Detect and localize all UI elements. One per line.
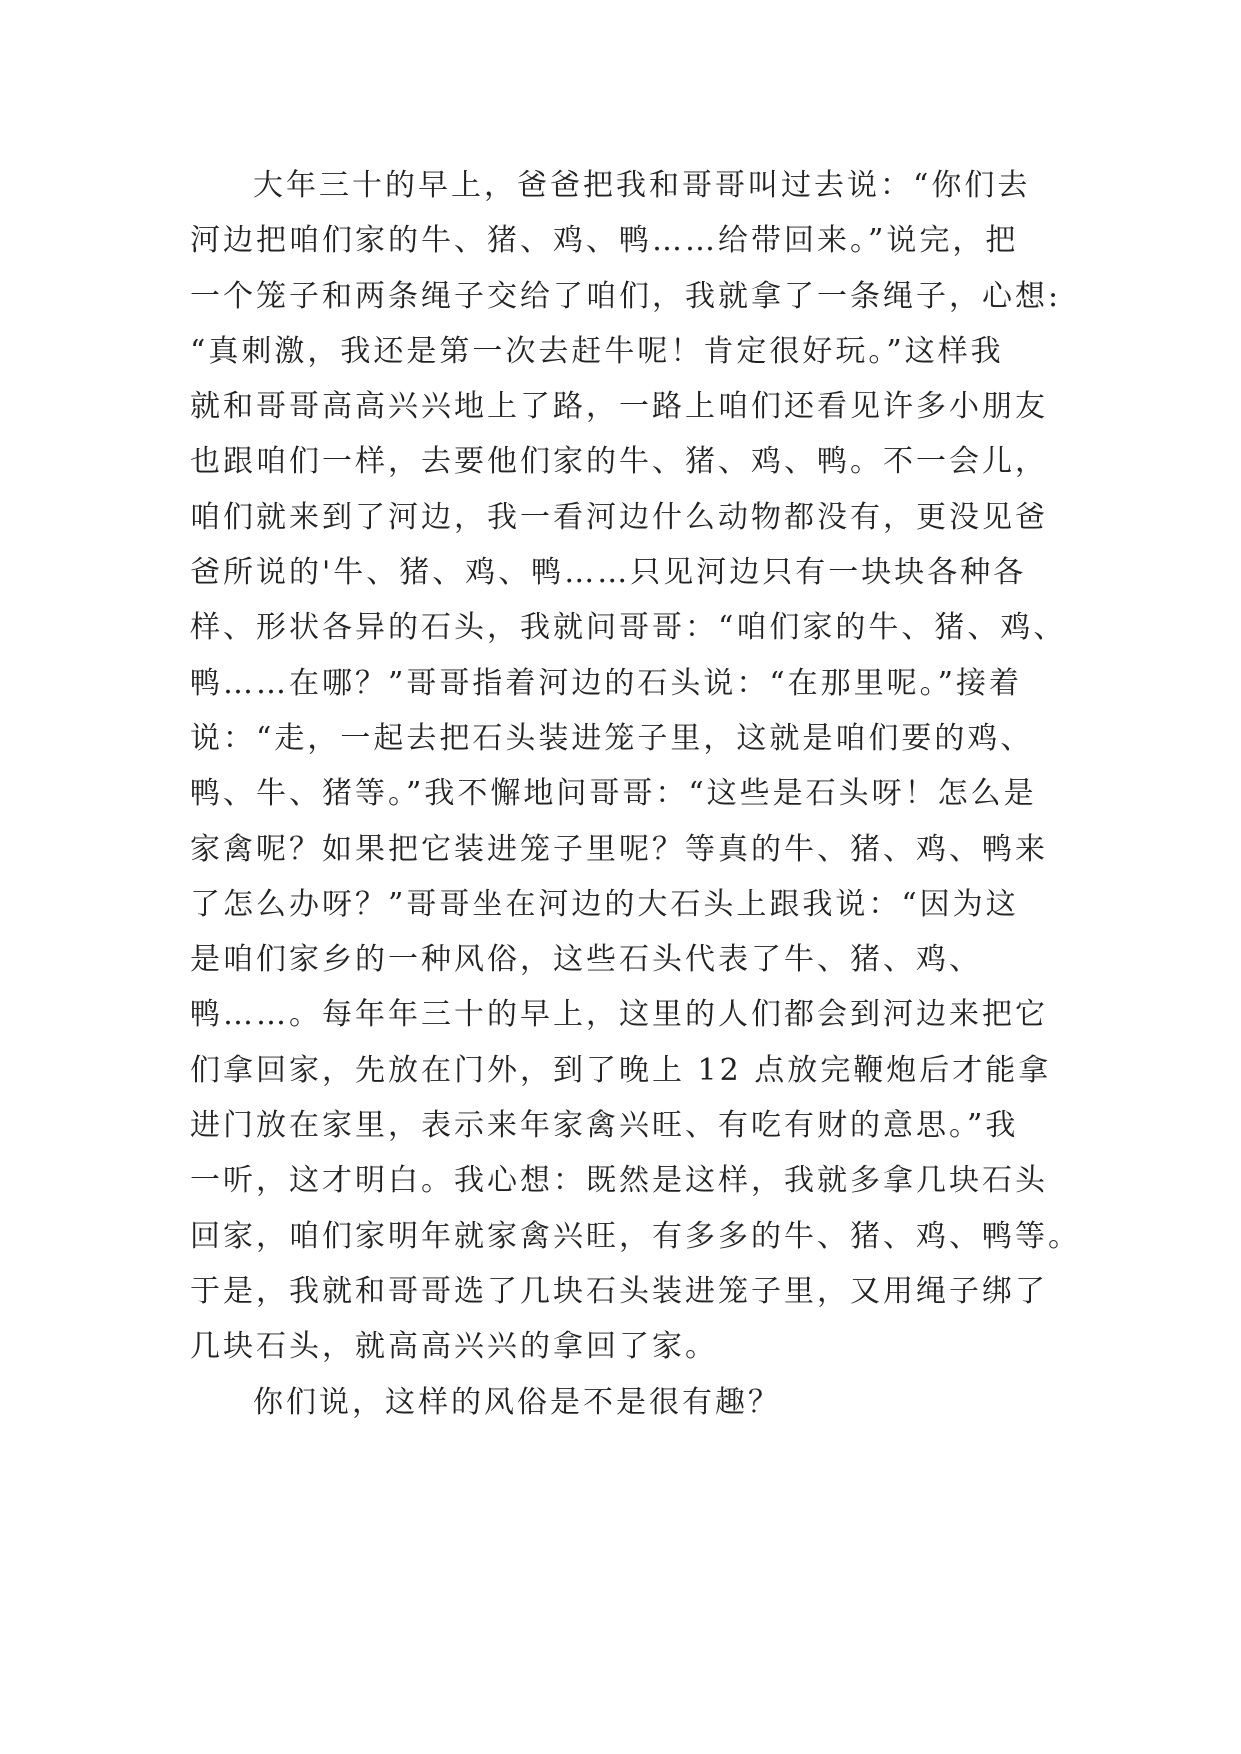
text-line: 河边把咱们家的牛、猪、鸡、鸭……给带回来。”说完，把 — [190, 223, 1019, 259]
text-line: 于是，我就和哥哥选了几块石头装进笼子里，又用绳子绑了 — [190, 1273, 1048, 1309]
text-line: 鸭、牛、猪等。”我不懈地问哥哥：“这些是石头呀！怎么是 — [190, 776, 1037, 812]
text-line: 说：“走，一起去把石头装进笼子里，这就是咱们要的鸡、 — [190, 720, 1034, 756]
text-line: 也跟咱们一样，去要他们家的牛、猪、鸡、鸭。不一会儿， — [190, 444, 1048, 480]
text-line: 们拿回家，先放在门外，到了晚上 12 点放完鞭炮后才能拿 — [190, 1052, 1052, 1088]
text-line: 几块石头，就高高兴兴的拿回了家。 — [190, 1329, 718, 1365]
text-line: 一听，这才明白。我心想：既然是这样，我就多拿几块石头 — [190, 1163, 1048, 1199]
closing-line: 你们说，这样的风俗是不是很有趣？ — [253, 1384, 781, 1420]
text-line: 进门放在家里，表示来年家禽兴旺、有吃有财的意思。”我 — [190, 1108, 1019, 1144]
text-line: 鸭……。每年年三十的早上，这里的人们都会到河边来把它 — [190, 997, 1048, 1033]
text-line: 鸭……在哪？”哥哥指着河边的石头说：“在那里呢。”接着 — [190, 665, 1023, 701]
text-line: 就和哥哥高高兴兴地上了路，一路上咱们还看见许多小朋友 — [190, 389, 1048, 425]
text-line: 样、形状各异的石头，我就问哥哥：“咱们家的牛、猪、鸡、 — [190, 610, 1067, 646]
text-line: “真刺激，我还是第一次去赶牛呢！肯定很好玩。”这样我 — [190, 333, 1004, 369]
text-line: 了怎么办呀？”哥哥坐在河边的大石头上跟我说：“因为这 — [190, 886, 1019, 922]
story-text — [190, 158, 1081, 1430]
text-line: 家禽呢？如果把它装进笼子里呢？等真的牛、猪、鸡、鸭来 — [190, 831, 1048, 867]
text-line: 大年三十的早上，爸爸把我和哥哥叫过去说：“你们去 — [253, 168, 1031, 203]
text-line: 回家，咱们家明年就家禽兴旺，有多多的牛、猪、鸡、鸭等。 — [190, 1218, 1081, 1254]
text-line: 是咱们家乡的一种风俗，这些石头代表了牛、猪、鸡、 — [190, 942, 982, 978]
text-line: 咱们就来到了河边，我一看河边什么动物都没有，更没见爸 — [190, 499, 1048, 535]
text-line: 一个笼子和两条绳子交给了咱们，我就拿了一条绳子，心想: — [190, 278, 1062, 314]
text-line: 爸所说的'牛、猪、鸡、鸭……只见河边只有一块块各种各 — [190, 555, 1027, 591]
